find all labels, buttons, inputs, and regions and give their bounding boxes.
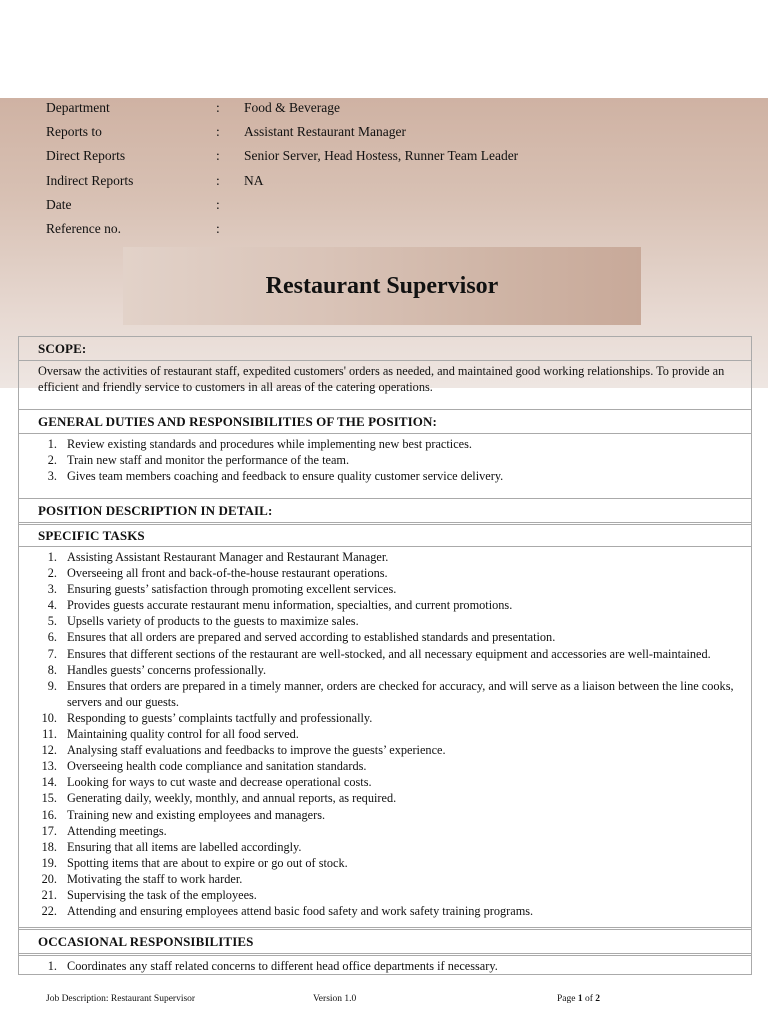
occasional-heading: OCCASIONAL RESPONSIBILITIES [38,934,254,950]
info-colon: : [216,221,220,237]
list-number: 20. [41,871,57,886]
list-number: 16. [41,807,57,822]
info-colon: : [216,172,220,188]
general-duties-heading: GENERAL DUTIES AND RESPONSIBILITIES OF THE POSITION: [38,414,437,429]
list-item [19,678,745,710]
list-item [19,565,745,581]
info-row [46,193,518,217]
scope-text: Oversaw the activities of restaurant staff, expedited customers' orders as needed, and maintained good working relationships. To provide an efficient and friendly service to customers in all areas of the catering operations. [38,364,725,394]
list-item [19,629,745,645]
list-item [19,726,745,742]
list-item-text: Ensures that different sections of the restaurant are well-stocked, and all necessary equipment and accessories are well-maintained. [67,646,711,661]
info-row [46,96,518,120]
list-item [19,839,745,855]
list-number: 1. [47,437,57,451]
specific-tasks-heading: SPECIFIC TASKS [38,528,145,543]
info-label: Reference no. [46,221,121,237]
list-item-text: Provides guests accurate restaurant menu information, specialties, and current promotions. [67,598,513,613]
list-number: 2. [47,566,57,581]
list-item-text: Spotting items that are about to expire or go out of stock. [67,855,348,870]
list-item-text: Analysing staff evaluations and feedbacks to improve the guests’ experience. [67,743,446,758]
list-number: 3. [47,469,57,484]
info-label: Department [46,100,110,116]
list-number: 1. [47,959,57,974]
info-value: NA [244,172,264,188]
info-row [46,144,518,168]
list-number: 21. [41,887,57,902]
info-label: Date [46,196,72,212]
occasional-cell [19,953,751,975]
list-number: 3. [47,582,57,597]
list-item [19,871,745,887]
list-item [19,549,745,565]
list-item-text: Ensuring guests’ satisfaction through promoting excellent services. [67,582,397,597]
list-item-text: Supervising the task of the employees. [67,887,257,902]
footer-page-total: 2 [595,994,601,1004]
footer-page-current: 1 [577,994,583,1004]
list-item [19,662,745,678]
list-item-text: Review existing standards and procedures while implementing new best practices. [67,437,472,451]
info-colon: : [216,196,220,212]
list-number: 2. [47,453,57,468]
list-item-text: Ensuring that all items are labelled accordingly. [67,839,302,854]
list-item-text: Assisting Assistant Restaurant Manager and Restaurant Manager. [67,550,389,564]
list-item-text: Training new and existing employees and managers. [67,807,326,822]
list-item [19,807,745,823]
info-label: Reports to [46,124,102,140]
list-number: 5. [47,614,57,629]
info-colon: : [216,124,220,140]
info-value: Assistant Restaurant Manager [244,124,406,140]
info-value: Senior Server, Head Hostess, Runner Team Leader [244,148,519,164]
list-number: 17. [41,823,57,838]
list-number: 15. [41,791,57,806]
list-item-text: Coordinates any staff related concerns to different head office departments if necessary. [67,959,498,974]
job-description-body [18,336,752,975]
info-row [46,169,518,193]
list-number: 13. [41,759,57,774]
list-item [19,823,745,839]
list-item [19,790,745,806]
general-duties-section [19,409,751,433]
footer-page-prefix: Page [557,994,578,1004]
list-number: 12. [41,743,57,758]
list-number: 11. [42,727,57,742]
list-item [19,436,745,452]
occasional-section [19,927,751,953]
list-item [19,581,745,597]
position-detail-heading: POSITION DESCRIPTION IN DETAIL: [38,503,273,518]
list-item [19,452,745,468]
list-item [19,903,745,919]
list-item-text: Overseeing all front and back-of-the-house restaurant operations. [67,566,388,581]
occasional-list [19,956,751,974]
list-item [19,742,745,758]
info-value [244,193,518,217]
list-number: 14. [41,775,57,790]
list-number: 4. [47,598,57,613]
list-item [19,958,745,974]
list-item-text: Maintaining quality control for all food served. [67,727,299,742]
list-item-text: Looking for ways to cut waste and decrease operational costs. [67,775,372,790]
detail-section [19,498,751,522]
scope-heading: SCOPE: [38,341,87,356]
list-number: 18. [41,839,57,854]
info-value [244,217,518,241]
list-item-text: Ensures that orders are prepared in a timely manner, orders are checked for accuracy, and will serve as a liaison between the line cooks, servers and our guests. [67,678,734,709]
list-item [19,887,745,903]
info-label: Indirect Reports [46,172,134,188]
list-number: 19. [41,855,57,870]
list-item [19,613,745,629]
info-row [46,217,518,241]
list-item-text: Gives team members coaching and feedback to ensure quality customer service delivery. [67,469,504,484]
list-item-text: Upsells variety of products to the guests to maximize sales. [67,614,359,629]
list-item-text: Train new staff and monitor the performance of the team. [67,453,350,468]
list-item [19,597,745,613]
info-colon: : [216,148,220,164]
scope-section [19,336,751,360]
job-info-table [46,96,518,241]
footer-page-number [557,994,600,1004]
list-item-text: Responding to guests’ complaints tactfully and professionally. [67,710,373,725]
list-item-text: Motivating the staff to work harder. [67,871,243,886]
list-item [19,774,745,790]
specific-tasks-cell [19,546,751,927]
footer-page-of: of [582,994,596,1004]
list-item-text: Generating daily, weekly, monthly, and annual reports, as required. [67,791,397,806]
scope-text-cell [19,360,751,409]
list-item-text: Overseeing health code compliance and sanitation standards. [67,759,367,774]
list-number: 8. [47,662,57,677]
list-item-text: Handles guests’ concerns professionally. [67,662,267,677]
document-title: Restaurant Supervisor [265,272,499,299]
footer-version: Version 1.0 [313,994,357,1004]
info-row [46,120,518,144]
list-number: 22. [41,904,57,919]
list-item [19,758,745,774]
specific-tasks-list [19,547,751,927]
list-number: 7. [47,646,57,661]
general-duties-cell [19,433,751,498]
footer-doc-label: Job Description: Restaurant Supervisor [46,994,196,1004]
list-number: 1. [47,550,57,564]
list-item-text: Attending meetings. [67,823,167,838]
info-colon: : [216,100,220,116]
page-footer [46,994,646,1008]
list-item [19,646,745,662]
list-number: 6. [47,630,57,645]
list-item-text: Attending and ensuring employees attend basic food safety and work safety training programs. [67,904,534,919]
list-number: 10. [41,710,57,725]
list-item [19,710,745,726]
list-item [19,855,745,871]
title-banner [123,247,641,325]
general-duties-list [19,434,751,498]
specific-tasks-section [19,522,751,546]
list-item [19,468,745,484]
info-value: Food & Beverage [244,100,340,116]
list-item-text: Ensures that all orders are prepared and served according to established standards and presentation. [67,630,556,645]
info-label: Direct Reports [46,148,126,164]
list-number: 9. [47,678,57,693]
